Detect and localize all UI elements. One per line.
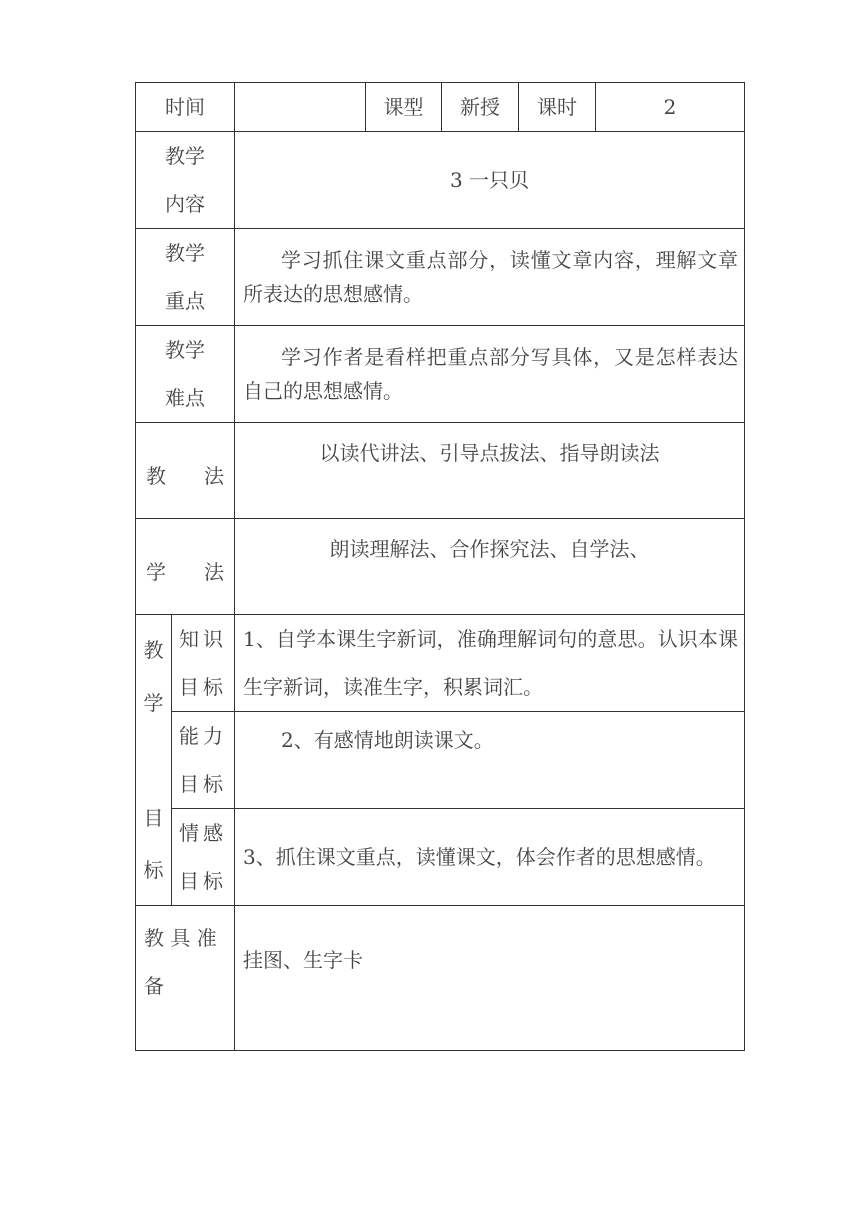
lesson-type-value: 新授 [442,83,519,132]
difficult-points-label [136,326,235,423]
objectives-group-label [136,615,172,906]
tools-value: 挂图、生字卡 [235,906,745,1051]
content-label [136,132,235,229]
teaching-method-row [136,423,745,519]
ability-objective-label [172,712,235,809]
key-points-label [136,229,235,326]
tools-row [136,906,745,1051]
content-value: 3 一只贝 [235,132,745,229]
knowledge-objective-label [172,615,235,712]
learning-method-row [136,519,745,615]
key-points-label-line-1: 教学 [165,241,205,265]
key-points-label-line-2: 重点 [165,289,205,313]
ability-objective-label-line-1: 能力 [179,724,227,748]
header-row [136,83,745,132]
knowledge-objective-label-line-1: 知识 [179,627,227,651]
teaching-method-value: 以读代讲法、引导点拔法、指导朗读法 [235,423,745,519]
learning-method-label-char-1: 学 [146,559,166,584]
content-label-line-2: 内容 [165,192,205,216]
ability-objective-row [136,712,745,809]
knowledge-objective-value: 1、自学本课生字新词，准确理解词句的意思。认识本课生字新词，读准生字，积累词汇。 [235,615,745,712]
emotion-objective-value: 3、抓住课文重点，读懂课文，体会作者的思想感情。 [235,809,745,906]
teaching-method-label-char-2: 法 [204,463,224,488]
objectives-group-char-2: 学 [143,690,164,715]
lesson-plan-table [135,82,745,1051]
time-value [235,83,366,132]
objectives-group-char-4: 标 [143,858,164,882]
content-label-line-1: 教学 [165,144,205,168]
knowledge-objective-row [136,615,745,712]
key-points-value: 学习抓住课文重点部分，读懂文章内容，理解文章所表达的思想感情。 [235,229,745,326]
emotion-objective-label-line-2: 目标 [179,869,227,893]
knowledge-objective-label-line-2: 目标 [179,675,227,699]
content-row [136,132,745,229]
lesson-type-label: 课型 [366,83,442,132]
learning-method-label-char-2: 法 [204,559,224,584]
difficult-points-value: 学习作者是看样把重点部分写具体，又是怎样表达自己的思想感情。 [235,326,745,423]
lesson-period-value: 2 [596,83,745,132]
objectives-group-char-3: 目 [143,805,164,830]
objectives-group-char-1: 教 [143,638,164,662]
emotion-objective-row [136,809,745,906]
difficult-points-row [136,326,745,423]
tools-label [136,906,235,1051]
difficult-points-label-line-1: 教学 [165,338,205,362]
difficult-points-label-line-2: 难点 [165,386,205,410]
ability-objective-label-line-2: 目标 [179,772,227,796]
lesson-period-label: 课时 [519,83,596,132]
key-points-row [136,229,745,326]
teaching-method-label-char-1: 教 [146,463,166,488]
learning-method-value: 朗读理解法、合作探究法、自学法、 [235,519,745,615]
time-label: 时间 [136,83,235,132]
tools-label-line-2: 备 [144,974,164,998]
emotion-objective-label-line-1: 情感 [179,821,227,845]
learning-method-label [136,519,235,615]
teaching-method-label [136,423,235,519]
tools-label-line-1: 教 具 准 [144,926,217,950]
ability-objective-value: 2、有感情地朗读课文。 [235,712,745,809]
emotion-objective-label [172,809,235,906]
